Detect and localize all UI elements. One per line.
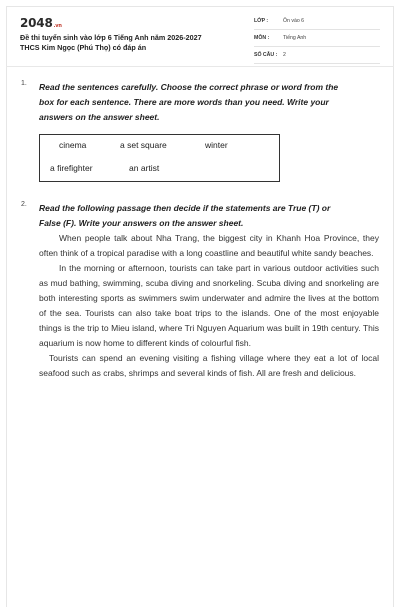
meta-class-row: [254, 15, 380, 30]
logo-main-text: 2048: [20, 16, 53, 30]
meta-class-value: Ôn vào 6: [283, 18, 305, 24]
question-2-number: 2.: [21, 201, 27, 208]
meta-subject-label: MÔN :: [254, 35, 270, 41]
header-divider: [6, 66, 394, 67]
meta-info-panel: [254, 15, 380, 66]
word-box-item: an artist: [129, 163, 160, 173]
meta-count-row: [254, 49, 380, 64]
question-1-instruction-line: Read the sentences carefully. Choose the correct phrase or word from the: [39, 82, 339, 92]
meta-subject-value: Tiếng Anh: [283, 35, 307, 41]
site-logo[interactable]: [20, 16, 62, 30]
question-1-number: 1.: [21, 80, 27, 87]
logo-suffix-text: .vn: [53, 23, 62, 29]
meta-subject-row: [254, 32, 380, 47]
word-box-item: a firefighter: [50, 163, 93, 173]
document-title-line-2: THCS Kim Ngọc (Phú Thọ) có đáp án: [20, 43, 147, 52]
question-2-instruction-line: Read the following passage then decide if the statements are True (T) or: [39, 203, 331, 213]
question-2-instruction: [39, 201, 384, 231]
question-1-instruction-line: box for each sentence. There are more words than you need. Write your: [39, 97, 329, 107]
document-title: [20, 33, 240, 53]
word-box-item: cinema: [59, 140, 87, 150]
passage-paragraph: In the morning or afternoon, tourists can take part in various outdoor activities such as mud bathing, swimming, scuba diving and snorkeling. Scuba diving and snorkeling are both interesting sports as swimmers swim underwater and admire the lives at the bottom of the sea. Tourists can also take boat trips to the islands. One of the most enjoyable things is the trip to Mieu island, where Tri Nguyen Aquarium was built in 19th century. This aquarium is now home to different kinds of colourful fish.: [39, 263, 379, 348]
meta-count-label: SỐ CÂU :: [254, 52, 278, 58]
question-1-instruction-line: answers on the answer sheet.: [39, 112, 160, 122]
passage-paragraph: When people talk about Nha Trang, the biggest city in Khanh Hoa Province, they often think of a tropical paradise with a long coastline and beautiful white sandy beaches.: [39, 233, 379, 258]
meta-class-label: LỚP :: [254, 18, 269, 24]
question-1-instruction: [39, 80, 384, 125]
passage-paragraph: Tourists can spend an evening visiting a fishing village where they eat a lot of local seafood such as crabs, shrimps and several kinds of fish. All are fresh and delicious.: [39, 353, 379, 378]
question-2-instruction-line: False (F). Write your answers on the answer sheet.: [39, 218, 244, 228]
word-box-item: winter: [205, 140, 228, 150]
word-box: [39, 134, 280, 182]
word-box-item: a set square: [120, 140, 167, 150]
document-title-line-1: Đề thi tuyển sinh vào lớp 6 Tiếng Anh năm 2026-2027: [20, 33, 202, 42]
reading-passage: [39, 231, 379, 381]
meta-count-value: 2: [283, 52, 286, 58]
